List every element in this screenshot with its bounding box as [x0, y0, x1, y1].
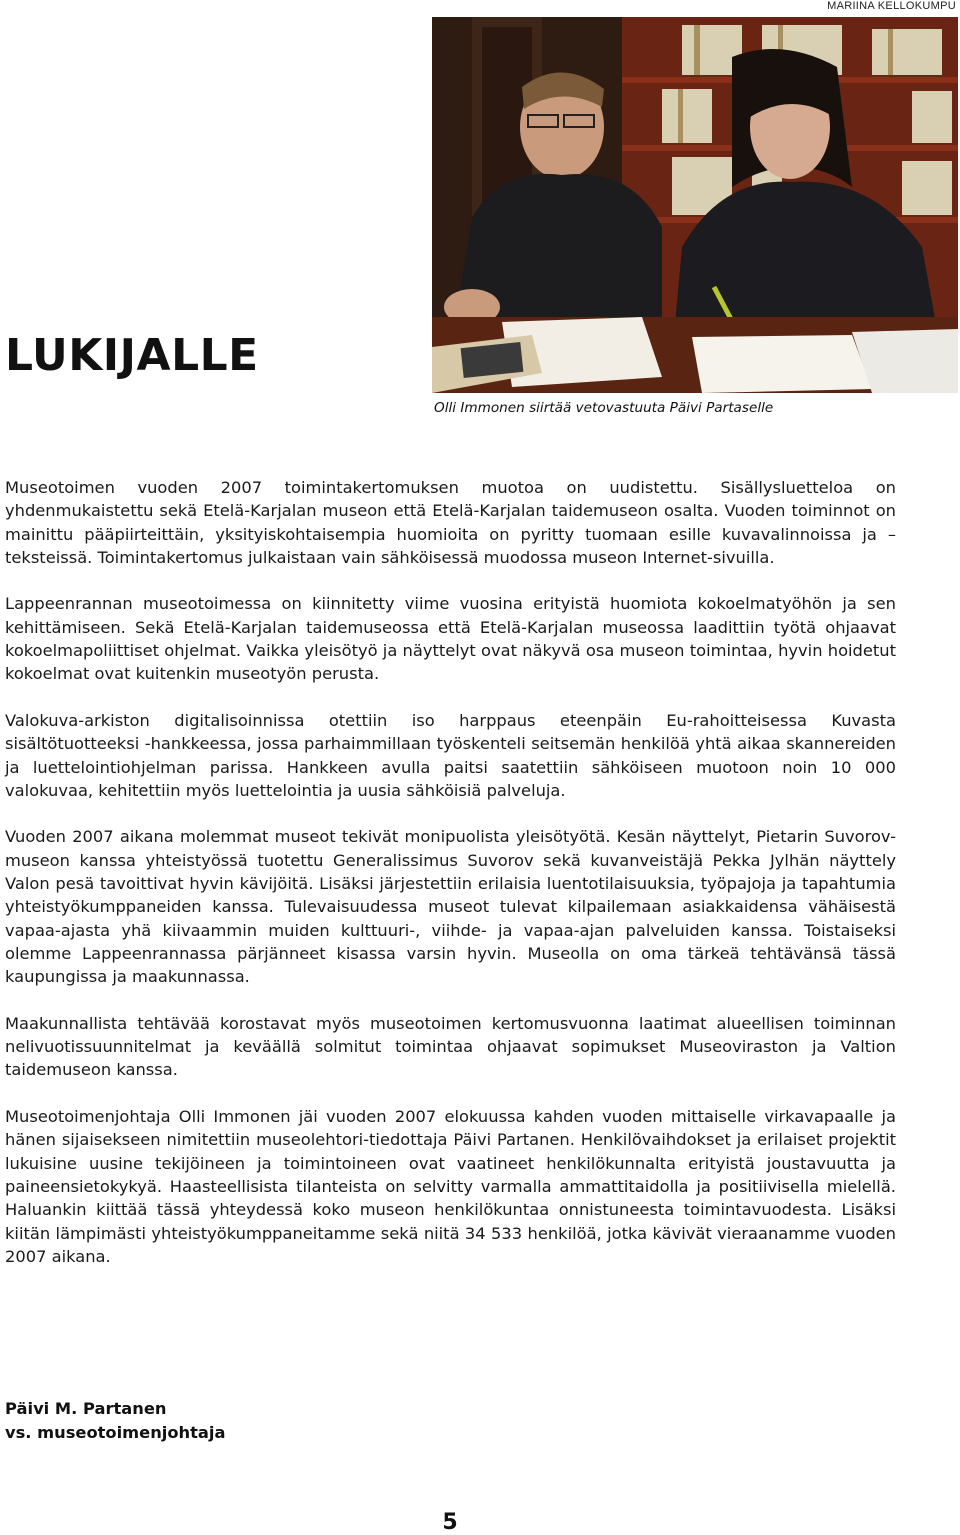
- paragraph: Museotoimen vuoden 2007 toimintakertomuksen muotoa on uudistettu. Sisällysluetteloa on yhdenmukaistettu sekä Etelä-Karjalan museon että Etelä-Karjalan taidemuseon osalta. Vuoden toiminnot on mainittu pääpiirteittäin, yksityiskohtaisempia huomioita on pyritty tuomaan esille kuvavalinnoissa ja – teksteissä. Toimintakertomus julkaistaan vain sähköisessä muodossa museon Internet-sivuilla.: [5, 478, 896, 567]
- paragraph: Lappeenrannan museotoimessa on kiinnitetty viime vuosina erityistä huomiota kokoelmatyöhön ja sen kehittämiseen. Sekä Etelä-Karjalan taidemuseossa että Etelä-Karjalan museossa laadittiin työtä ohjaavat kokoelmapoliittiset ohjelmat. Vaikka yleisötyö ja näyttelyt ovat näkyvä osa museon toimintaa, hyvin hoidetut kokoelmat ovat kuitenkin museotyön perusta.: [5, 594, 896, 684]
- body-text: [5, 476, 896, 1291]
- paragraph: Museotoimenjohtaja Olli Immonen jäi vuoden 2007 elokuussa kahden vuoden mittaiselle virkavapaalle ja hänen sijaisekseen nimitettiin museolehtori-tiedottaja Päivi Partanen. Henkilövaihdokset ja erilaiset projektit lukuisine uusine tekijöineen ja toimintoineen ovat vaatineet henkilökunnalta erityistä joustavuutta ja paineensietokykyä. Haasteellisista tilanteista on selvitty varmalla ammattitaidolla ja positiivisella mielellä. Haluankin kiittää tässä yhteydessä koko museon henkilökuntaa onnistuneesta toimintavuodesta. Lisäksi kiitän lämpimästi yhteistyökumppaneitamme sekä niitä 34 533 henkilöä, jotka kävivät vieraanamme vuoden 2007 aikana.: [5, 1107, 896, 1266]
- page-number: 5: [442, 1510, 458, 1535]
- paragraph: Vuoden 2007 aikana molemmat museot tekivät monipuolista yleisötyötä. Kesän näyttelyt, Pietarin Suvorov-museon kanssa yhteistyössä tuotettu Generalissimus Suvorov sekä kuvanveistäjä Pekka Jylhän näyttely Valon pesä tavoittivat hyvin kävijöitä. Lisäksi järjestettiin erilaisia luentotilaisuuksia, työpajoja ja tapahtumia yhteistyökumppaneiden kanssa. Tulevaisuudessa museot tulevat kilpailemaan asiakkaidensa vähäisestä vapaa-ajasta yhä kiivaammin muiden kulttuuri-, viihde- ja vapaa-ajan palveluiden kanssa. Toistaiseksi olemme Lappeenrannassa pärjänneet kisassa varsin hyvin. Museolla on oma tärkeä tehtävänsä tässä kaupungissa ja maakunnassa.: [5, 827, 896, 987]
- signature-name: Päivi M. Partanen: [5, 1399, 167, 1418]
- signature: [5, 1397, 225, 1445]
- paragraph: Valokuva-arkiston digitalisoinnissa otettiin iso harppaus eteenpäin Eu-rahoitteisessa Kuvasta sisältötuotteeksi -hankkeessa, jossa parhaimmillaan työskenteli seitsemän henkilöä yhtä aikaa skannereiden ja luettelointiohjelman parissa. Hankkeen avulla paitsi saatettiin sähköiseen muotoon noin 10 000 valokuvaa, kehitettiin myös luettelointia ja uusia sähköisiä palveluja.: [5, 710, 896, 800]
- signature-role: vs. museotoimenjohtaja: [5, 1423, 226, 1442]
- photo-credit: MARIINA KELLOKUMPU: [827, 0, 956, 12]
- photo-caption: Olli Immonen siirtää vetovastuuta Päivi Partaselle: [434, 400, 774, 416]
- page-title: LUKIJALLE: [5, 330, 259, 381]
- paragraph: Maakunnallista tehtävää korostavat myös museotoimen kertomusvuonna laatimat alueellisen toiminnan nelivuotissuunnitelmat ja keväällä solmitut toimintaa ohjaavat sopimukset Museoviraston ja Valtion taidemuseon kanssa.: [5, 1013, 896, 1080]
- photo-two-people-at-desk: [432, 17, 958, 393]
